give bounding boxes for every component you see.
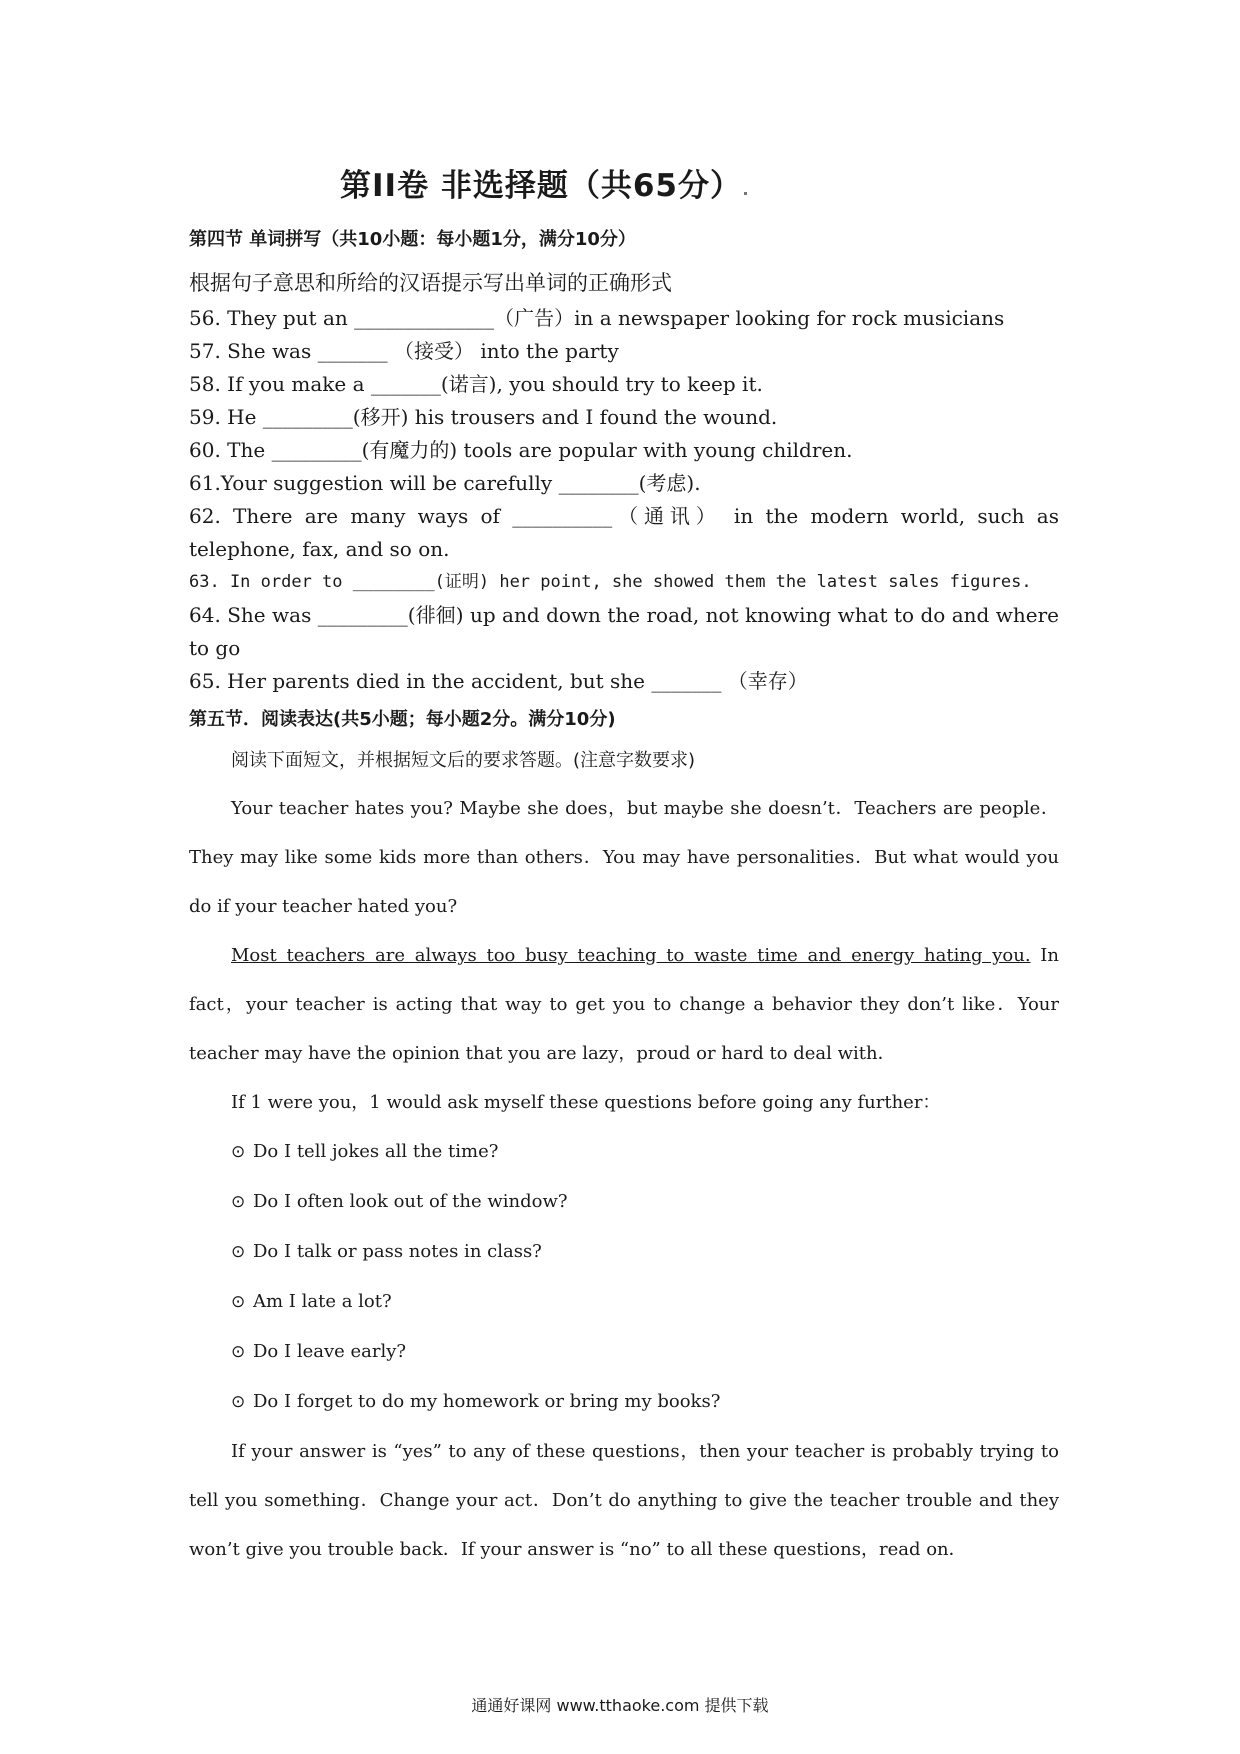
footer-source: 通通好课网 www.tthaoke.com 提供下载 [471,1696,769,1715]
question-56: 56. They put an ______________（广告）in a newspaper looking for rock musicians [189,306,1005,330]
question-60: 60. The _________(有魔力的) tools are popular with young children. [189,438,853,462]
passage-paragraph-3: If 1 were you，1 would ask myself these questions before going any further： [231,1092,941,1113]
section4-instruction: 根据句子意思和所给的汉语提示写出单词的正确形式 [189,271,672,295]
list-item [231,1377,1059,1427]
paragraph-2-rest: In fact，your teacher is acting that way to get you to change a behavior they don’t like．Your teacher may have the opinion that you are lazy，proud or hard to deal with． [189,945,1059,1064]
circle-dot-icon: ⊙ [231,1192,246,1212]
list-item-text: Am I late a lot? [253,1291,392,1312]
passage-paragraph-1: Your teacher hates you? Maybe she does，but maybe she doesn’t．Teachers are people．They may like some kids more than others．You may have personalities．But what would you do if your teacher hated you? [189,798,1059,917]
section5-instruction: 阅读下面短文，并根据短文后的要求答题。(注意字数要求) [231,750,696,771]
list-item-text: Do I leave early? [253,1341,407,1362]
circle-dot-icon: ⊙ [231,1342,246,1362]
list-item [231,1227,1059,1277]
list-item [231,1127,1059,1177]
passage-paragraph-2 [189,931,1059,1078]
question-65: 65. Her parents died in the accident, but she _______ （幸存） [189,669,808,693]
circle-dot-icon: ⊙ [231,1392,246,1412]
page-title: 第II卷 非选择题（共65分） [340,168,742,204]
passage-paragraph-4: If your answer is “yes” to any of these questions，then your teacher is probably trying to tell you something．Change your act．Don’t do anything to give the teacher trouble and they won’t give you trouble back．If your answer is “no” to all these questions，read on． [189,1441,1059,1560]
section4-heading: 第四节 单词拼写（共10小题：每小题1分，满分10分） [189,229,636,250]
main-content [189,226,1059,1574]
list-item-text: Do I forget to do my homework or bring my books? [253,1391,721,1412]
circle-dot-icon: ⊙ [231,1242,246,1262]
question-58: 58. If you make a _______(诺言), you should try to keep it. [189,372,763,396]
list-item-text: Do I often look out of the window? [253,1191,568,1212]
question-64: 64. She was _________(徘徊) up and down the road, not knowing what to do and where to go [189,603,1059,660]
list-item [231,1327,1059,1377]
list-item [231,1177,1059,1227]
section5-heading: 第五节．阅读表达(共5小题；每小题2分。满分10分) [189,709,616,730]
underlined-sentence: Most teachers are always too busy teaching to waste time and energy hating you. [231,945,1031,966]
question-57: 57. She was _______ （接受） into the party [189,339,619,363]
list-item [231,1277,1059,1327]
scan-dot [744,192,747,195]
question-62: 62. There are many ways of __________（通讯） in the modern world, such as telephone, fax, and so on. [189,504,1059,561]
question-59: 59. He _________(移开) his trousers and I found the wound. [189,405,778,429]
circle-dot-icon: ⊙ [231,1142,246,1162]
question-61: 61.Your suggestion will be carefully ________(考虑). [189,471,701,495]
question-63: 63. In order to ________(证明) her point, she showed them the latest sales figures. [189,572,1032,592]
list-item-text: Do I tell jokes all the time? [253,1141,499,1162]
circle-dot-icon: ⊙ [231,1292,246,1312]
list-item-text: Do I talk or pass notes in class? [253,1241,542,1262]
